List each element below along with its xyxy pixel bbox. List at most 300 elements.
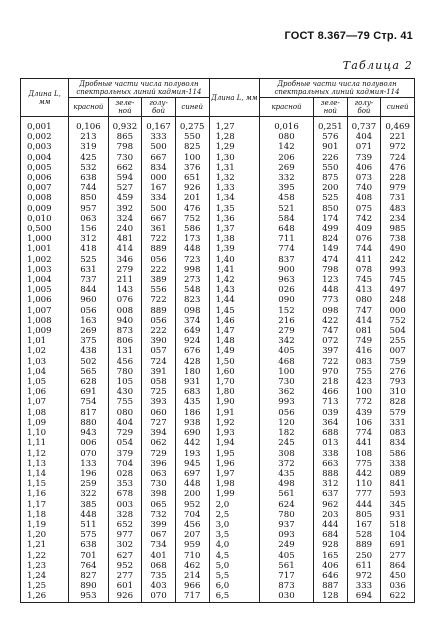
- right-red-cell: 245: [260, 438, 314, 448]
- left-length-cell: 0,006: [21, 173, 69, 183]
- right-length-cell: 1,47: [209, 326, 260, 336]
- right-blue-cell: 333: [347, 581, 381, 591]
- right-violet-cell: 0,469: [381, 117, 415, 133]
- right-violet-cell: 497: [381, 285, 415, 295]
- left-violet-cell: 704: [175, 510, 209, 520]
- right-length-cell: 1,45: [209, 306, 260, 316]
- right-red-cell: 774: [260, 244, 314, 254]
- left-blue-cell: 063: [142, 469, 176, 479]
- left-length-cell: 0,004: [21, 153, 69, 163]
- left-blue-cell: 056: [142, 316, 176, 326]
- table-row: [21, 244, 415, 254]
- right-blue-cell: 972: [347, 571, 381, 581]
- left-length-cell: 1,006: [21, 295, 69, 305]
- left-length-cell: 1,007: [21, 306, 69, 316]
- left-red-cell: 418: [69, 244, 108, 254]
- table-row: [21, 214, 415, 224]
- left-green-cell: 0,932: [108, 117, 142, 133]
- right-green-cell: 798: [313, 265, 347, 275]
- right-green-cell: 128: [313, 591, 347, 602]
- table-row: [21, 581, 415, 591]
- right-length-cell: 5,0: [209, 561, 260, 571]
- right-violet-cell: 242: [381, 255, 415, 265]
- left-length-cell: 1,06: [21, 387, 69, 397]
- right-red-cell: 584: [260, 214, 314, 224]
- right-red-cell: 206: [260, 153, 314, 163]
- right-blue-cell: 694: [347, 591, 381, 602]
- right-red-cell: 142: [260, 142, 314, 152]
- left-red-cell: 425: [69, 153, 108, 163]
- right-violet-cell: 979: [381, 183, 415, 193]
- left-length-cell: 1,008: [21, 316, 69, 326]
- right-blue-cell: 408: [347, 193, 381, 203]
- right-violet-cell: 255: [381, 336, 415, 346]
- right-violet-cell: 972: [381, 142, 415, 152]
- right-red-cell: 120: [260, 418, 314, 428]
- left-blue-cell: 834: [142, 163, 176, 173]
- left-length-cell: 1,001: [21, 244, 69, 254]
- left-length-cell: 1,08: [21, 408, 69, 418]
- left-red-cell: 701: [69, 551, 108, 561]
- left-length-cell: 1,19: [21, 520, 69, 530]
- right-violet-cell: 724: [381, 153, 415, 163]
- left-blue-cell: 393: [142, 397, 176, 407]
- right-green-cell: 149: [313, 244, 347, 254]
- right-red-cell: 405: [260, 346, 314, 356]
- left-red-cell: 817: [69, 408, 108, 418]
- right-violet-cell: 691: [381, 540, 415, 550]
- right-green-cell: 072: [313, 336, 347, 346]
- left-blue-cell: 057: [142, 346, 176, 356]
- left-length-cell: 1,07: [21, 397, 69, 407]
- right-length-cell: 1,40: [209, 255, 260, 265]
- left-blue-cell: 667: [142, 153, 176, 163]
- right-blue-cell: 744: [347, 244, 381, 254]
- right-length-cell: 4,0: [209, 540, 260, 550]
- table-row: [21, 234, 415, 244]
- right-length-cell: 1,60: [209, 367, 260, 377]
- right-red-cell: 993: [260, 397, 314, 407]
- left-blue-cell: 732: [142, 510, 176, 520]
- right-blue-cell: 745: [347, 275, 381, 285]
- left-violet-cell: 710: [175, 551, 209, 561]
- right-length-cell: 1,46: [209, 316, 260, 326]
- left-violet-cell: 548: [175, 285, 209, 295]
- left-green-cell: 952: [108, 561, 142, 571]
- right-red-cell: 279: [260, 326, 314, 336]
- right-blue-cell: 073: [347, 173, 381, 183]
- left-red-cell: 744: [69, 183, 108, 193]
- left-length-cell: 1,004: [21, 275, 69, 285]
- right-violet-cell: 864: [381, 561, 415, 571]
- fraction-group-header: Дробные части числа полуволн спектральных линий кадмия-114: [69, 79, 209, 98]
- left-violet-cell: 448: [175, 244, 209, 254]
- left-violet-cell: 435: [175, 397, 209, 407]
- table-row: [21, 306, 415, 316]
- left-blue-cell: 724: [142, 357, 176, 367]
- blue-header-right: голу-бой: [347, 98, 381, 117]
- left-red-cell: 691: [69, 387, 108, 397]
- left-red-cell: 880: [69, 418, 108, 428]
- left-violet-cell: 376: [175, 163, 209, 173]
- table-body: [21, 117, 415, 603]
- table-row: [21, 479, 415, 489]
- left-blue-cell: 167: [142, 183, 176, 193]
- right-red-cell: 730: [260, 377, 314, 387]
- left-green-cell: 379: [108, 449, 142, 459]
- right-violet-cell: 310: [381, 387, 415, 397]
- left-red-cell: 269: [69, 326, 108, 336]
- left-green-cell: 076: [108, 295, 142, 305]
- right-red-cell: 056: [260, 408, 314, 418]
- left-length-cell: 1,002: [21, 255, 69, 265]
- right-red-cell: 093: [260, 530, 314, 540]
- left-violet-cell: 180: [175, 367, 209, 377]
- left-violet-cell: 200: [175, 489, 209, 499]
- right-red-cell: 837: [260, 255, 314, 265]
- right-red-cell: 780: [260, 510, 314, 520]
- table-row: [21, 377, 415, 387]
- left-blue-cell: 727: [142, 418, 176, 428]
- right-green-cell: 962: [313, 500, 347, 510]
- left-blue-cell: 500: [142, 204, 176, 214]
- right-blue-cell: 611: [347, 561, 381, 571]
- left-blue-cell: 889: [142, 306, 176, 316]
- left-blue-cell: 222: [142, 265, 176, 275]
- left-length-cell: 1,18: [21, 510, 69, 520]
- right-length-cell: 1,41: [209, 265, 260, 275]
- left-red-cell: 631: [69, 265, 108, 275]
- right-red-cell: 332: [260, 173, 314, 183]
- left-red-cell: 259: [69, 479, 108, 489]
- left-red-cell: 133: [69, 459, 108, 469]
- right-green-cell: 663: [313, 459, 347, 469]
- right-violet-cell: 985: [381, 224, 415, 234]
- table-row: [21, 510, 415, 520]
- left-length-cell: 1,24: [21, 571, 69, 581]
- left-green-cell: 977: [108, 530, 142, 540]
- left-violet-cell: 214: [175, 571, 209, 581]
- red-header: красной: [69, 98, 108, 117]
- right-violet-cell: 504: [381, 326, 415, 336]
- table-row: [21, 540, 415, 550]
- left-blue-cell: 725: [142, 387, 176, 397]
- right-blue-cell: 442: [347, 469, 381, 479]
- left-length-cell: 1,01: [21, 336, 69, 346]
- right-violet-cell: 490: [381, 244, 415, 254]
- right-green-cell: 684: [313, 530, 347, 540]
- right-length-cell: 2,5: [209, 510, 260, 520]
- right-violet-cell: 089: [381, 469, 415, 479]
- right-red-cell: 152: [260, 306, 314, 316]
- left-violet-cell: 752: [175, 214, 209, 224]
- right-blue-cell: 742: [347, 214, 381, 224]
- right-green-cell: 474: [313, 255, 347, 265]
- right-length-cell: 1,31: [209, 163, 260, 173]
- right-blue-cell: 774: [347, 428, 381, 438]
- right-length-cell: 6,0: [209, 581, 260, 591]
- right-violet-cell: 593: [381, 489, 415, 499]
- left-length-cell: 1,10: [21, 428, 69, 438]
- left-red-cell: 006: [69, 438, 108, 448]
- right-blue-cell: 106: [347, 418, 381, 428]
- right-red-cell: 308: [260, 449, 314, 459]
- left-length-cell: 1,09: [21, 418, 69, 428]
- left-green-cell: 131: [108, 346, 142, 356]
- right-green-cell: 174: [313, 214, 347, 224]
- table-row: [21, 193, 415, 203]
- table-row: [21, 153, 415, 163]
- right-violet-cell: 331: [381, 418, 415, 428]
- table-row: [21, 367, 415, 377]
- left-green-cell: 704: [108, 459, 142, 469]
- right-violet-cell: 841: [381, 479, 415, 489]
- left-red-cell: 890: [69, 581, 108, 591]
- right-green-cell: 218: [313, 377, 347, 387]
- left-red-cell: 764: [69, 561, 108, 571]
- left-green-cell: 601: [108, 581, 142, 591]
- left-red-cell: 448: [69, 510, 108, 520]
- table-row: [21, 255, 415, 265]
- left-length-cell: 0,010: [21, 214, 69, 224]
- table-row: [21, 428, 415, 438]
- right-length-cell: 6,5: [209, 591, 260, 602]
- left-violet-cell: 428: [175, 357, 209, 367]
- violet-header: синей: [175, 98, 209, 117]
- right-blue-cell: 444: [347, 500, 381, 510]
- right-length-cell: 1,90: [209, 397, 260, 407]
- left-red-cell: 385: [69, 500, 108, 510]
- right-green-cell: 747: [313, 326, 347, 336]
- left-green-cell: 798: [108, 142, 142, 152]
- table-row: [21, 204, 415, 214]
- right-length-cell: 5,5: [209, 571, 260, 581]
- right-green-cell: 499: [313, 224, 347, 234]
- right-green-cell: 637: [313, 489, 347, 499]
- right-length-cell: 2,0: [209, 500, 260, 510]
- right-violet-cell: 931: [381, 510, 415, 520]
- left-violet-cell: 0,275: [175, 117, 209, 133]
- right-green-cell: 422: [313, 316, 347, 326]
- left-green-cell: 662: [108, 163, 142, 173]
- table-row: [21, 489, 415, 499]
- right-green-cell: 688: [313, 428, 347, 438]
- left-length-cell: 1,000: [21, 234, 69, 244]
- left-length-cell: 1,26: [21, 591, 69, 602]
- right-blue-cell: 772: [347, 397, 381, 407]
- right-violet-cell: 476: [381, 163, 415, 173]
- table-row: [21, 530, 415, 540]
- right-blue-cell: 080: [347, 295, 381, 305]
- right-green-cell: 364: [313, 418, 347, 428]
- left-red-cell: 322: [69, 489, 108, 499]
- right-violet-cell: 828: [381, 397, 415, 407]
- right-red-cell: 080: [260, 132, 314, 142]
- left-red-cell: 196: [69, 469, 108, 479]
- right-blue-cell: 108: [347, 449, 381, 459]
- left-green-cell: 627: [108, 551, 142, 561]
- left-blue-cell: 334: [142, 193, 176, 203]
- right-green-cell: 887: [313, 581, 347, 591]
- left-violet-cell: 442: [175, 438, 209, 448]
- right-red-cell: 561: [260, 561, 314, 571]
- right-violet-cell: 083: [381, 428, 415, 438]
- left-green-cell: 456: [108, 357, 142, 367]
- left-blue-cell: 667: [142, 214, 176, 224]
- left-blue-cell: 722: [142, 295, 176, 305]
- right-length-cell: 1,39: [209, 244, 260, 254]
- right-green-cell: 466: [313, 387, 347, 397]
- left-red-cell: 0,106: [69, 117, 108, 133]
- right-violet-cell: 759: [381, 357, 415, 367]
- right-violet-cell: 104: [381, 530, 415, 540]
- left-green-cell: 143: [108, 285, 142, 295]
- right-violet-cell: 731: [381, 193, 415, 203]
- left-length-cell: 1,04: [21, 367, 69, 377]
- left-blue-cell: 722: [142, 234, 176, 244]
- left-green-cell: 277: [108, 571, 142, 581]
- right-green-cell: 713: [313, 397, 347, 407]
- left-length-cell: 1,003: [21, 265, 69, 275]
- right-green-cell: 406: [313, 561, 347, 571]
- left-green-cell: 240: [108, 224, 142, 234]
- right-blue-cell: 805: [347, 510, 381, 520]
- left-length-cell: 1,12: [21, 449, 69, 459]
- right-blue-cell: 404: [347, 132, 381, 142]
- right-red-cell: 269: [260, 163, 314, 173]
- table-title: Таблица 2: [342, 59, 413, 72]
- right-green-cell: 338: [313, 449, 347, 459]
- right-length-cell: 1,42: [209, 275, 260, 285]
- left-length-cell: 1,25: [21, 581, 69, 591]
- left-length-cell: 1,16: [21, 489, 69, 499]
- left-red-cell: 511: [69, 520, 108, 530]
- right-blue-cell: 749: [347, 336, 381, 346]
- table-row: [21, 357, 415, 367]
- left-violet-cell: 825: [175, 142, 209, 152]
- left-red-cell: 213: [69, 132, 108, 142]
- left-violet-cell: 966: [175, 581, 209, 591]
- table-row: [21, 163, 415, 173]
- left-red-cell: 502: [69, 357, 108, 367]
- left-green-cell: 324: [108, 214, 142, 224]
- left-violet-cell: 697: [175, 469, 209, 479]
- right-length-cell: 3,5: [209, 530, 260, 540]
- left-green-cell: 755: [108, 397, 142, 407]
- left-green-cell: 028: [108, 469, 142, 479]
- left-violet-cell: 374: [175, 316, 209, 326]
- right-length-cell: 1,34: [209, 193, 260, 203]
- right-green-cell: 901: [313, 142, 347, 152]
- right-length-cell: 1,98: [209, 479, 260, 489]
- right-green-cell: 448: [313, 285, 347, 295]
- left-red-cell: 628: [69, 377, 108, 387]
- left-violet-cell: 186: [175, 408, 209, 418]
- left-length-cell: 1,23: [21, 561, 69, 571]
- left-blue-cell: 062: [142, 438, 176, 448]
- right-violet-cell: 221: [381, 132, 415, 142]
- right-violet-cell: 338: [381, 459, 415, 469]
- right-blue-cell: 409: [347, 224, 381, 234]
- left-red-cell: 375: [69, 336, 108, 346]
- left-violet-cell: 959: [175, 540, 209, 550]
- left-length-cell: 1,009: [21, 326, 69, 336]
- left-blue-cell: 556: [142, 285, 176, 295]
- right-length-cell: 1,93: [209, 428, 260, 438]
- right-violet-cell: 277: [381, 551, 415, 561]
- left-blue-cell: 068: [142, 561, 176, 571]
- left-red-cell: 565: [69, 367, 108, 377]
- right-red-cell: 182: [260, 428, 314, 438]
- right-red-cell: 372: [260, 459, 314, 469]
- right-violet-cell: 234: [381, 214, 415, 224]
- left-blue-cell: 056: [142, 255, 176, 265]
- left-violet-cell: 100: [175, 153, 209, 163]
- left-violet-cell: 550: [175, 132, 209, 142]
- left-blue-cell: 058: [142, 377, 176, 387]
- left-blue-cell: 000: [142, 173, 176, 183]
- right-blue-cell: 078: [347, 265, 381, 275]
- right-red-cell: 873: [260, 581, 314, 591]
- left-length-cell: 0,001: [21, 117, 69, 133]
- document-header: ГОСТ 8.367—79 Стр. 41: [284, 30, 413, 42]
- right-blue-cell: 411: [347, 255, 381, 265]
- left-violet-cell: 476: [175, 204, 209, 214]
- left-green-cell: 211: [108, 275, 142, 285]
- right-violet-cell: 993: [381, 265, 415, 275]
- left-blue-cell: 735: [142, 571, 176, 581]
- left-red-cell: 056: [69, 306, 108, 316]
- right-length-cell: 3,0: [209, 520, 260, 530]
- left-length-cell: 0,500: [21, 224, 69, 234]
- left-length-cell: 1,20: [21, 530, 69, 540]
- left-violet-cell: 649: [175, 326, 209, 336]
- right-green-cell: 773: [313, 295, 347, 305]
- right-violet-cell: 000: [381, 306, 415, 316]
- left-length-cell: 1,02: [21, 346, 69, 356]
- left-violet-cell: 952: [175, 500, 209, 510]
- left-red-cell: 953: [69, 591, 108, 602]
- right-blue-cell: 777: [347, 489, 381, 499]
- green-header-right: зеле-ной: [313, 98, 347, 117]
- right-green-cell: 646: [313, 571, 347, 581]
- left-violet-cell: 926: [175, 183, 209, 193]
- red-header-right: красной: [260, 98, 314, 117]
- left-green-cell: 008: [108, 306, 142, 316]
- left-blue-cell: 396: [142, 459, 176, 469]
- right-red-cell: 458: [260, 193, 314, 203]
- left-violet-cell: 945: [175, 459, 209, 469]
- left-red-cell: 827: [69, 571, 108, 581]
- right-violet-cell: 834: [381, 438, 415, 448]
- right-violet-cell: 007: [381, 346, 415, 356]
- right-green-cell: 888: [313, 469, 347, 479]
- left-blue-cell: 394: [142, 428, 176, 438]
- right-blue-cell: 439: [347, 408, 381, 418]
- table-row: [21, 408, 415, 418]
- left-violet-cell: 651: [175, 173, 209, 183]
- left-blue-cell: 0,167: [142, 117, 176, 133]
- left-green-cell: 404: [108, 418, 142, 428]
- length-header-right: Длина L, мм: [209, 79, 260, 117]
- right-green-cell: 098: [313, 306, 347, 316]
- left-green-cell: 730: [108, 153, 142, 163]
- right-violet-cell: 276: [381, 367, 415, 377]
- right-blue-cell: 075: [347, 204, 381, 214]
- left-red-cell: 575: [69, 530, 108, 540]
- right-violet-cell: 793: [381, 377, 415, 387]
- right-red-cell: 249: [260, 540, 314, 550]
